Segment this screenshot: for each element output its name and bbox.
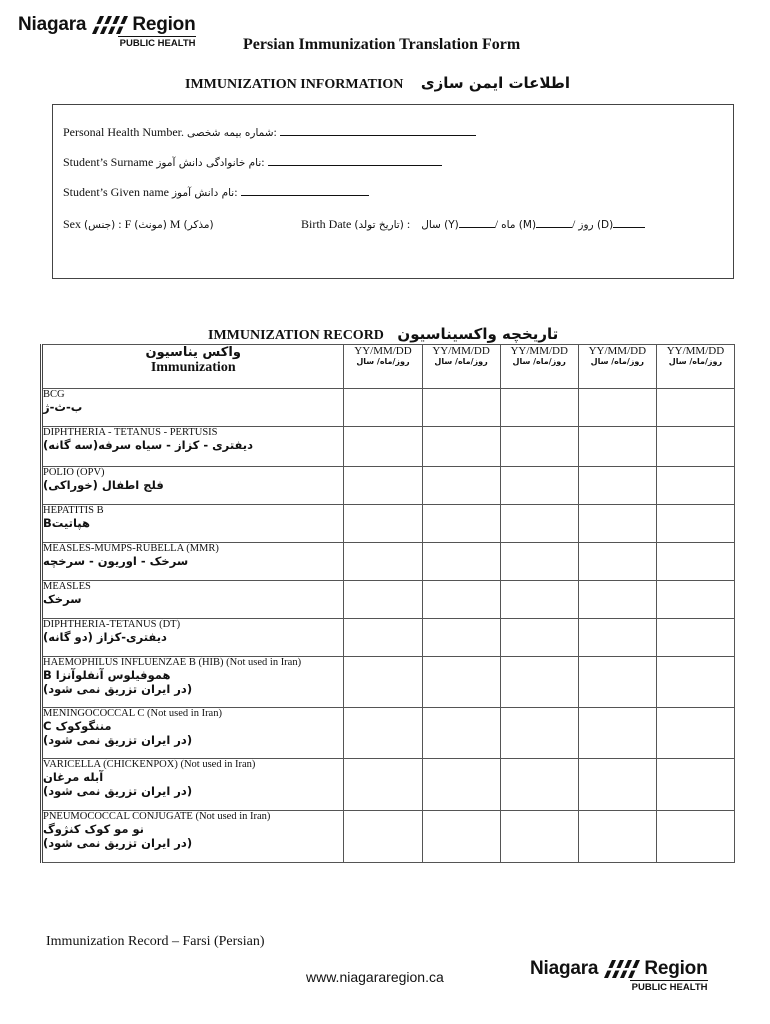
- vaccine-name-cell: [42, 759, 344, 811]
- date-entry-cell[interactable]: [656, 505, 734, 543]
- date-entry-cell[interactable]: [422, 543, 500, 581]
- vaccine-name-cell: [42, 389, 344, 427]
- vaccine-name-fa: (در ایران تزریق نمی شود): [43, 836, 193, 850]
- table-row: [42, 811, 735, 863]
- birth-date-field: Birth Date (تاریخ تولد) : سال (Y) / ماه (M) / روز (D): [301, 217, 645, 232]
- birth-day-input[interactable]: [613, 217, 645, 228]
- date-entry-cell[interactable]: [656, 543, 734, 581]
- vaccine-name-fa: فلج اطفال (خوراکی): [43, 478, 164, 492]
- vaccine-name-fa: (در ایران تزریق نمی شود): [43, 682, 193, 696]
- surname-label-en: Student’s Surname: [63, 155, 154, 169]
- date-entry-cell[interactable]: [578, 708, 656, 759]
- logo-word-region: Region: [132, 14, 196, 35]
- table-header-row: [42, 345, 735, 389]
- footer-label: Immunization Record – Farsi (Persian): [46, 934, 265, 949]
- date-entry-cell[interactable]: [656, 811, 734, 863]
- date-header-fa: روز/ماه/ سال: [512, 357, 566, 366]
- date-header-fa: روز/ماه/ سال: [590, 357, 644, 366]
- date-entry-cell[interactable]: [422, 657, 500, 708]
- date-entry-cell[interactable]: [578, 657, 656, 708]
- niagara-region-logo-top: [18, 14, 196, 49]
- date-entry-cell[interactable]: [344, 657, 422, 708]
- immunization-record-heading: [208, 325, 558, 344]
- date-entry-cell[interactable]: [422, 759, 500, 811]
- date-column-header: [500, 345, 578, 389]
- immunization-col-en: Immunization: [150, 360, 236, 375]
- logo-word-niagara: Niagara: [18, 14, 87, 35]
- vaccine-name-en: DIPHTHERIA-TETANUS (DT): [43, 619, 181, 630]
- vaccine-name-fa: دیفتری - کزاز - سیاه سرفه(سه گانه): [43, 438, 254, 452]
- vaccine-name-cell: [42, 581, 344, 619]
- vaccine-name-fa: آبله مرغان: [43, 770, 104, 784]
- date-entry-cell[interactable]: [578, 543, 656, 581]
- surname-field: Student’s Surname نام خانوادگی دانش آموز:: [63, 155, 442, 170]
- date-header-en: YY/MM/DD: [510, 345, 568, 357]
- date-header-en: YY/MM/DD: [666, 345, 725, 357]
- surname-label-fa: نام خانوادگی دانش آموز: [156, 157, 262, 169]
- vaccine-name-en: PNEUMOCOCCAL CONJUGATE (Not used in Iran): [43, 811, 271, 822]
- date-entry-cell[interactable]: [344, 543, 422, 581]
- date-entry-cell[interactable]: [656, 389, 734, 427]
- date-entry-cell[interactable]: [344, 581, 422, 619]
- date-entry-cell[interactable]: [500, 389, 578, 427]
- date-entry-cell[interactable]: [422, 581, 500, 619]
- date-entry-cell[interactable]: [500, 811, 578, 863]
- date-entry-cell[interactable]: [422, 811, 500, 863]
- vaccine-name-cell: [42, 657, 344, 708]
- sex-field: Sex (جنس) : F (مونث) M (مذکر): [63, 217, 214, 231]
- table-row: [42, 427, 735, 467]
- date-entry-cell[interactable]: [422, 427, 500, 467]
- logo-word-region: Region: [644, 958, 708, 979]
- immunization-information-heading: [185, 74, 570, 93]
- date-entry-cell[interactable]: [344, 427, 422, 467]
- sex-option-f[interactable]: F: [124, 217, 132, 231]
- date-entry-cell[interactable]: [500, 657, 578, 708]
- birth-year-input[interactable]: [459, 217, 495, 228]
- vaccine-name-fa: هپاتیتB: [43, 516, 90, 530]
- date-entry-cell[interactable]: [656, 657, 734, 708]
- date-entry-cell[interactable]: [422, 708, 500, 759]
- vaccine-name-cell: [42, 619, 344, 657]
- date-entry-cell[interactable]: [344, 811, 422, 863]
- info-heading-en: IMMUNIZATION INFORMATION: [185, 77, 404, 92]
- vaccine-name-fa: سرخک: [43, 592, 82, 606]
- date-entry-cell[interactable]: [656, 581, 734, 619]
- info-heading-fa: اطلاعات ایمن سازی: [420, 74, 571, 92]
- date-entry-cell[interactable]: [578, 759, 656, 811]
- vaccine-name-fa: نو مو کوک کنژوگ: [43, 822, 145, 836]
- vaccine-name-en: MENINGOCOCCAL C (Not used in Iran): [43, 708, 222, 719]
- vaccine-name-en: BCG: [43, 389, 65, 400]
- date-column-header: [656, 345, 734, 389]
- surname-input[interactable]: [268, 155, 442, 166]
- date-column-header: [344, 345, 422, 389]
- vaccine-name-en: HEPATITIS B: [43, 505, 104, 516]
- vaccine-name-cell: [42, 543, 344, 581]
- vaccine-rows: [42, 389, 735, 863]
- vaccine-name-cell: [42, 467, 344, 505]
- date-entry-cell[interactable]: [578, 389, 656, 427]
- health-number-field: Personal Health Number. شماره بیمه شخصی:: [63, 125, 476, 140]
- date-entry-cell[interactable]: [500, 759, 578, 811]
- date-header-en: YY/MM/DD: [354, 345, 412, 357]
- form-title: Persian Immunization Translation Form: [243, 36, 521, 53]
- logo-public-health: PUBLIC HEALTH: [631, 982, 708, 993]
- birth-month-label: ماه (M): [501, 219, 537, 231]
- date-header-fa: روز/ماه/ سال: [356, 357, 410, 366]
- vaccine-name-en: POLIO (OPV): [43, 467, 105, 478]
- date-header-fa: روز/ماه/ سال: [434, 357, 488, 366]
- vaccine-name-fa: ب-ث-ژ: [43, 400, 83, 414]
- logo-public-health: PUBLIC HEALTH: [119, 38, 196, 49]
- date-entry-cell[interactable]: [500, 581, 578, 619]
- footer-url-link[interactable]: www.niagararegion.ca: [306, 969, 444, 985]
- date-entry-cell[interactable]: [500, 543, 578, 581]
- date-entry-cell[interactable]: [422, 389, 500, 427]
- table-row: [42, 467, 735, 505]
- niagara-region-logo-bottom: [530, 958, 708, 993]
- birth-year-label: سال (Y): [421, 219, 459, 231]
- birth-day-label: روز (D): [578, 219, 614, 231]
- date-entry-cell[interactable]: [656, 427, 734, 467]
- health-number-label-fa: شماره بیمه شخصی: [186, 127, 274, 139]
- date-entry-cell[interactable]: [578, 467, 656, 505]
- health-number-label-en: Personal Health Number.: [63, 125, 184, 139]
- date-entry-cell[interactable]: [500, 505, 578, 543]
- record-heading-fa: تاریخچه واکسیناسیون: [397, 325, 559, 343]
- vaccine-name-fa: (در ایران تزریق نمی شود): [43, 733, 193, 747]
- vaccine-name-en: MEASLES-MUMPS-RUBELLA (MMR): [43, 543, 219, 554]
- date-entry-cell[interactable]: [344, 619, 422, 657]
- vaccine-name-fa: دیفتری-کزاز (دو گانه): [43, 630, 167, 644]
- table-row: [42, 505, 735, 543]
- sex-option-f-fa: (مونث): [134, 219, 167, 231]
- date-entry-cell[interactable]: [578, 811, 656, 863]
- sex-option-m[interactable]: M: [169, 217, 181, 231]
- date-entry-cell[interactable]: [344, 389, 422, 427]
- table-row: [42, 543, 735, 581]
- date-header-en: YY/MM/DD: [432, 345, 490, 357]
- date-entry-cell[interactable]: [578, 505, 656, 543]
- immunization-information-box: [52, 104, 734, 279]
- date-entry-cell[interactable]: [578, 581, 656, 619]
- vaccine-name-en: MEASLES: [43, 581, 91, 592]
- date-header-en: YY/MM/DD: [588, 345, 647, 357]
- given-name-field: Student’s Given name نام دانش آموز:: [63, 185, 369, 200]
- vaccine-name-cell: [42, 811, 344, 863]
- date-entry-cell[interactable]: [500, 619, 578, 657]
- date-entry-cell[interactable]: [656, 759, 734, 811]
- immunization-column-header: [42, 345, 344, 389]
- birth-date-label-fa: (تاریخ تولد): [354, 219, 404, 231]
- logo-mark-icon: [600, 958, 642, 980]
- birth-month-input[interactable]: [536, 217, 572, 228]
- table-row: [42, 657, 735, 708]
- sex-label-en: Sex: [63, 217, 81, 231]
- vaccine-name-cell: [42, 708, 344, 759]
- date-column-header: [422, 345, 500, 389]
- birth-date-label-en: Birth Date: [301, 217, 352, 231]
- record-heading-en: IMMUNIZATION RECORD: [208, 328, 384, 343]
- sex-label-fa: (جنس): [84, 219, 116, 231]
- vaccine-name-fa: (در ایران تزریق نمی شود): [43, 784, 193, 798]
- vaccine-name-en: DIPHTHERIA - TETANUS - PERTUSIS: [43, 427, 218, 438]
- date-entry-cell[interactable]: [500, 708, 578, 759]
- vaccine-name-en: VARICELLA (CHICKENPOX) (Not used in Iran): [43, 759, 256, 770]
- table-row: [42, 581, 735, 619]
- vaccine-name-fa: هموفیلوس آنفلوآنزا B: [43, 668, 171, 682]
- date-entry-cell[interactable]: [578, 619, 656, 657]
- date-entry-cell[interactable]: [422, 467, 500, 505]
- vaccine-name-cell: [42, 427, 344, 467]
- date-entry-cell[interactable]: [344, 467, 422, 505]
- logo-mark-icon: [88, 14, 130, 36]
- given-name-label-en: Student’s Given name: [63, 185, 169, 199]
- date-entry-cell[interactable]: [422, 619, 500, 657]
- date-header-fa: روز/ماه/ سال: [668, 357, 723, 366]
- vaccine-name-fa: سرخک - اوریون - سرخچه: [43, 554, 189, 568]
- date-column-header: [578, 345, 656, 389]
- table-row: [42, 619, 735, 657]
- sex-option-m-fa: (مذکر): [183, 219, 214, 231]
- health-number-input[interactable]: [280, 125, 476, 136]
- vaccine-name-en: HAEMOPHILUS INFLUENZAE B (HIB) (Not used in Iran): [43, 657, 302, 668]
- date-entry-cell[interactable]: [656, 708, 734, 759]
- vaccine-name-fa: مننگوکوک C: [43, 719, 112, 733]
- date-entry-cell[interactable]: [656, 619, 734, 657]
- date-entry-cell[interactable]: [344, 759, 422, 811]
- table-row: [42, 708, 735, 759]
- date-entry-cell[interactable]: [578, 427, 656, 467]
- immunization-col-fa: واکس یناسیون: [145, 345, 241, 360]
- date-entry-cell[interactable]: [344, 708, 422, 759]
- logo-word-niagara: Niagara: [530, 958, 599, 979]
- given-name-input[interactable]: [241, 185, 369, 196]
- table-row: [42, 759, 735, 811]
- immunization-record-table: [40, 344, 735, 863]
- vaccine-name-cell: [42, 505, 344, 543]
- table-row: [42, 389, 735, 427]
- date-entry-cell[interactable]: [500, 427, 578, 467]
- date-entry-cell[interactable]: [656, 467, 734, 505]
- date-entry-cell[interactable]: [344, 505, 422, 543]
- date-entry-cell[interactable]: [500, 467, 578, 505]
- given-name-label-fa: نام دانش آموز: [171, 187, 235, 199]
- date-entry-cell[interactable]: [422, 505, 500, 543]
